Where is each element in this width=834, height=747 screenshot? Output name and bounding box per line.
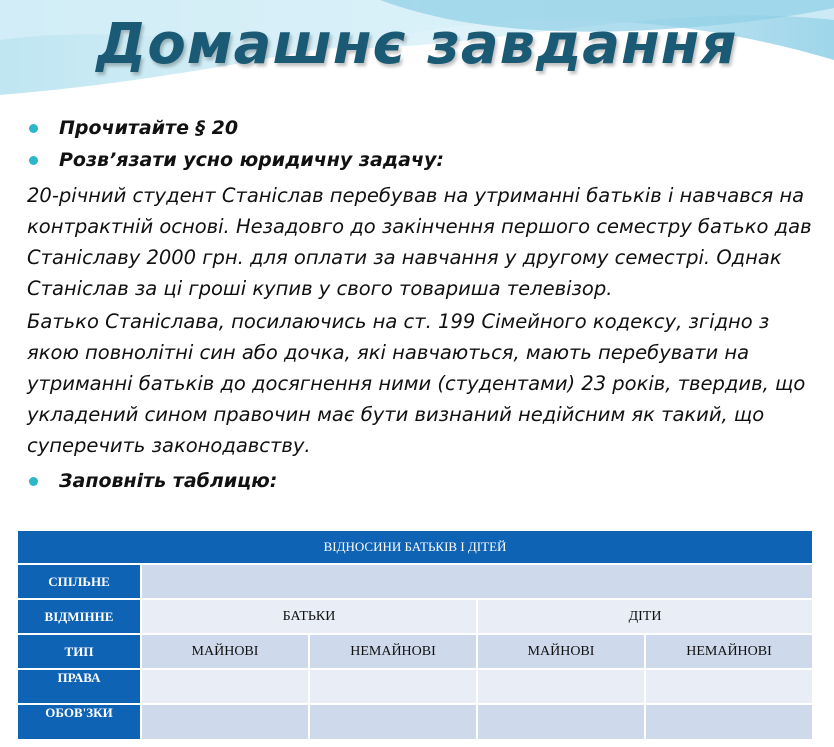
rights-cell	[477, 669, 645, 704]
rights-cell	[309, 669, 477, 704]
task-paragraph-1: 20-річний студент Станіслав перебував на утриманні батьків і навчався на контрактній основі. Незадовго до закінчення першого семестру батько дав Станіславу 2000 грн. для оплати за навчання у другому семестрі. Однак Станіслав за ці гроші купив у свого товариша телевізор.	[27, 184, 812, 300]
duties-cell	[309, 704, 477, 740]
row-label-rights: ПРАВА	[17, 669, 141, 704]
bullet-read-text: Прочитайте § 20	[59, 117, 239, 139]
task-paragraph-2: Батько Станіслава, посилаючись на ст. 199 Сімейного кодексу, згідно з якою повнолітні син або дочка, які навчаються, мають перебувати на утриманні батьків до досягнення ними (студентами) 23 років, твердив, що укладений сином правочин має бути визнаний недійсним як такий, що суперечить законодавству.	[27, 310, 806, 457]
relations-table	[16, 529, 814, 741]
row-label-duties: ОБОВ'ЗКИ	[17, 704, 141, 740]
bullet-read	[27, 112, 817, 144]
bullet-fill	[27, 465, 817, 497]
duties-cell	[141, 704, 309, 740]
duties-cell	[645, 704, 813, 740]
row-label-type: ТИП	[17, 634, 141, 669]
bullet-dot-icon	[29, 477, 38, 486]
children-header: ДІТИ	[477, 599, 813, 634]
bullet-dot-icon	[29, 156, 38, 165]
type-cell: НЕМАЙНОВІ	[309, 634, 477, 669]
page-title: Домашнє завдання	[96, 12, 738, 77]
row-label-different: ВІДМІННЕ	[17, 599, 141, 634]
common-cell	[141, 564, 813, 599]
rights-cell	[645, 669, 813, 704]
type-cell: НЕМАЙНОВІ	[645, 634, 813, 669]
rights-cell	[141, 669, 309, 704]
slide-content	[27, 112, 817, 497]
bullet-solve-text: Розв’язати усно юридичну задачу:	[59, 149, 444, 171]
type-cell: МАЙНОВІ	[141, 634, 309, 669]
bullet-dot-icon	[29, 124, 38, 133]
bullet-solve	[27, 144, 817, 176]
bullet-fill-text: Заповніть таблицю:	[59, 470, 278, 492]
type-cell: МАЙНОВІ	[477, 634, 645, 669]
duties-cell	[477, 704, 645, 740]
row-label-common: СПІЛЬНЕ	[17, 564, 141, 599]
table-header: ВІДНОСИНИ БАТЬКІВ І ДІТЕЙ	[17, 530, 813, 564]
parents-header: БАТЬКИ	[141, 599, 477, 634]
